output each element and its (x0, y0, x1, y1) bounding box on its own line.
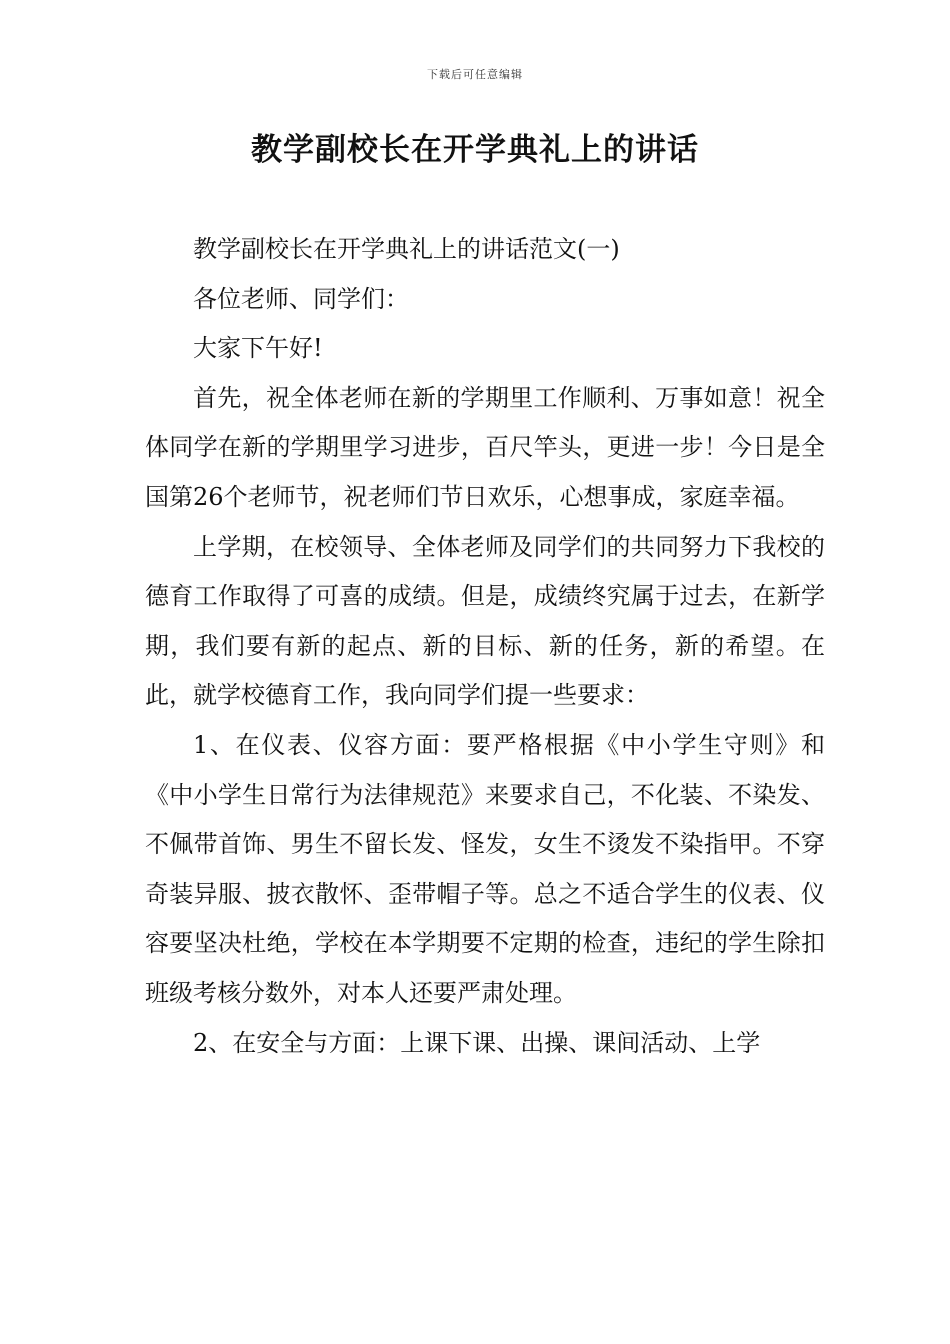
body-paragraph: 首先，祝全体老师在新的学期里工作顺利、万事如意！祝全体同学在新的学期里学习进步，百尺竿头，更进一步！今日是全国第26个老师节，祝老师们节日欢乐，心想事成，家庭幸福。 (145, 383, 825, 511)
header-note: 下载后可任意编辑 (427, 68, 523, 81)
salutation-paragraph: 各位老师、同学们： (193, 284, 409, 313)
body-paragraph: 2、在安全与方面：上课下课、出操、课间活动、上学 (193, 1028, 761, 1057)
body-paragraph: 1、在仪表、仪容方面：要严格根据《中小学生守则》和《中小学生日常行为法律规范》来要求自己，不化装、不染发、不佩带首饰、男生不留长发、怪发，女生不烫发不染指甲。不穿奇装异服、披衣散怀、歪带帽子等。总之不适合学生的仪表、仪容要坚决杜绝，学校在本学期要不定期的检查，违纪的学生除扣班级考核分数外，对本人还要严肃处理。 (145, 730, 825, 1007)
subtitle-paragraph: 教学副校长在开学典礼上的讲话范文(一) (193, 235, 620, 263)
document-title: 教学副校长在开学典礼上的讲话 (251, 132, 699, 168)
document-body (145, 225, 825, 1068)
greeting-paragraph: 大家下午好! (193, 334, 323, 363)
body-paragraph: 上学期，在校领导、全体老师及同学们的共同努力下我校的德育工作取得了可喜的成绩。但是，成绩终究属于过去，在新学期，我们要有新的起点、新的目标、新的任务，新的希望。在此，就学校德育工作，我向同学们提一些要求： (145, 532, 825, 710)
